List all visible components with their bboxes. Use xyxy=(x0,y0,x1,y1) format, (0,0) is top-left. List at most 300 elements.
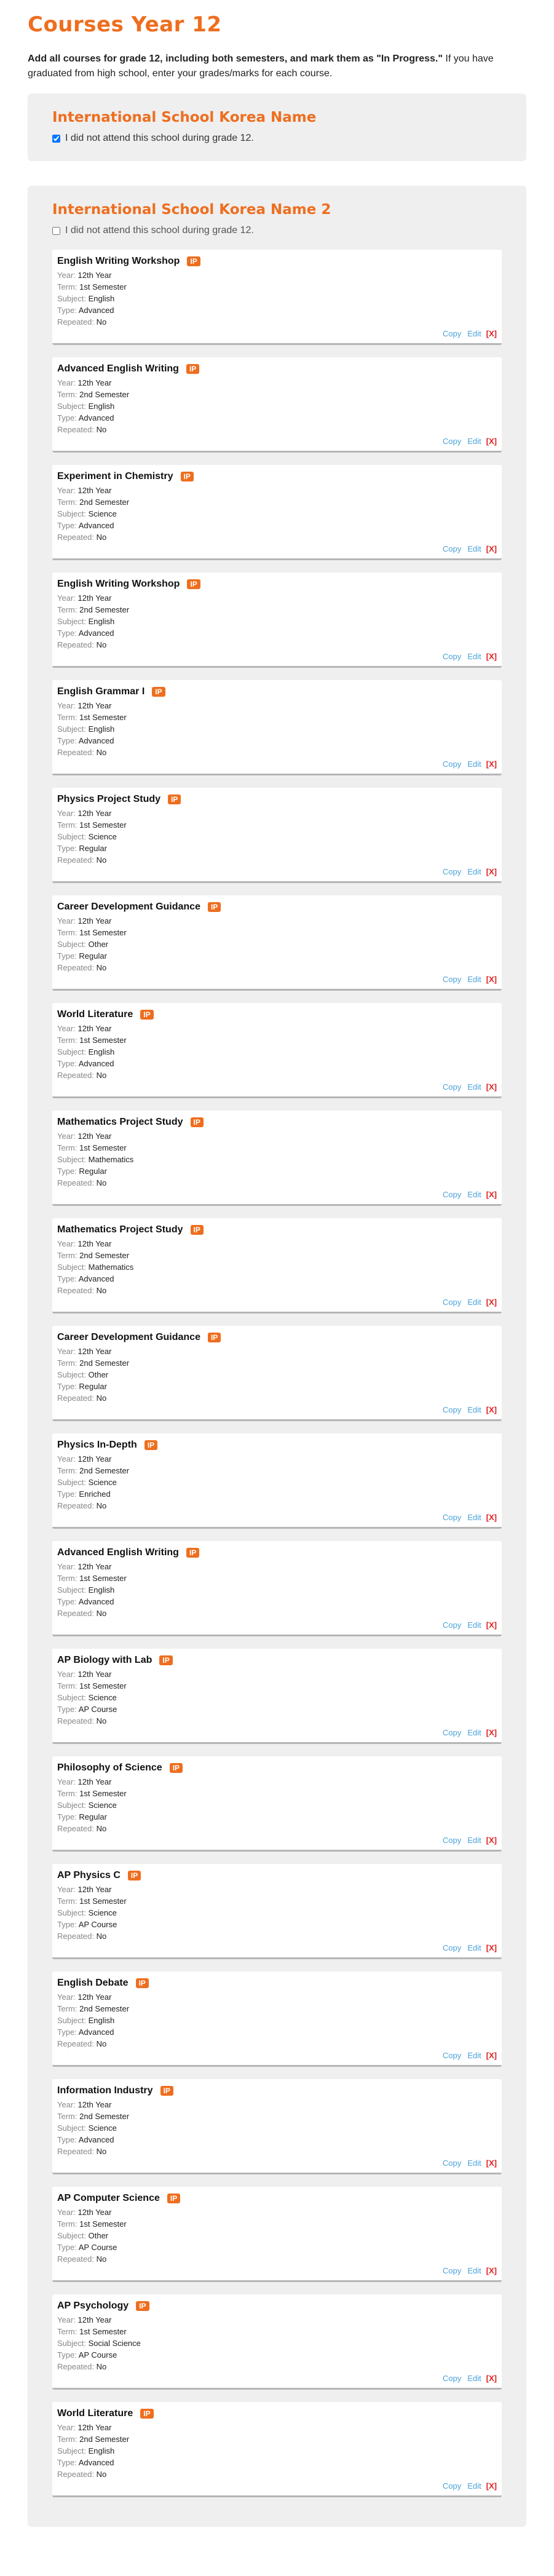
course-year-value: 12th Year xyxy=(77,1024,112,1033)
course-actions xyxy=(437,1836,497,1845)
edit-link[interactable]: Edit xyxy=(467,2158,481,2168)
course-year-label: Year: xyxy=(57,271,76,280)
edit-link[interactable]: Edit xyxy=(467,867,481,876)
edit-link[interactable]: Edit xyxy=(467,1728,481,1737)
course-subject-label: Subject: xyxy=(57,1478,86,1487)
edit-link[interactable]: Edit xyxy=(467,1513,481,1522)
in-progress-badge: IP xyxy=(144,1440,157,1450)
in-progress-badge: IP xyxy=(191,1225,204,1235)
course-repeated-row xyxy=(57,962,497,973)
course-actions xyxy=(437,1513,497,1522)
course-year-label: Year: xyxy=(57,378,76,387)
course-card xyxy=(52,1111,502,1206)
course-subject-label: Subject: xyxy=(57,2231,86,2240)
course-card xyxy=(52,1756,502,1852)
course-term-value: 2nd Semester xyxy=(79,1466,130,1475)
course-type-value: Regular xyxy=(79,844,107,853)
course-term-value: 1st Semester xyxy=(79,282,127,291)
course-year-label: Year: xyxy=(57,1131,76,1141)
course-year-label: Year: xyxy=(57,1885,76,1894)
course-repeated-label: Repeated: xyxy=(57,2039,94,2048)
course-card xyxy=(52,1433,502,1529)
edit-link[interactable]: Edit xyxy=(467,759,481,769)
copy-link[interactable]: Copy xyxy=(442,2481,462,2491)
course-term-value: 1st Semester xyxy=(79,1789,127,1798)
course-term-row xyxy=(57,496,497,508)
not-attended-label: I did not attend this school during grade 12. xyxy=(65,225,254,236)
delete-link[interactable]: [X] xyxy=(486,1298,497,1307)
course-term-label: Term: xyxy=(57,605,77,614)
in-progress-badge: IP xyxy=(136,2301,149,2311)
delete-link[interactable]: [X] xyxy=(486,1190,497,1199)
course-repeated-label: Repeated: xyxy=(57,2147,94,2156)
edit-link[interactable]: Edit xyxy=(467,437,481,446)
course-subject-label: Subject: xyxy=(57,1370,86,1379)
delete-link[interactable]: [X] xyxy=(486,2158,497,2168)
course-subject-label: Subject: xyxy=(57,294,86,303)
in-progress-badge: IP xyxy=(186,364,199,374)
course-repeated-row xyxy=(57,1607,497,1619)
delete-link[interactable]: [X] xyxy=(486,1405,497,1414)
not-attended-checkbox[interactable] xyxy=(52,135,60,143)
course-actions xyxy=(437,329,497,338)
course-title: Mathematics Project Study xyxy=(57,1117,183,1127)
course-repeated-value: No xyxy=(96,963,107,972)
course-term-value: 2nd Semester xyxy=(79,2112,130,2121)
edit-link[interactable]: Edit xyxy=(467,2374,481,2383)
course-year-row xyxy=(57,2314,497,2326)
course-year-label: Year: xyxy=(57,1562,76,1571)
course-card xyxy=(52,1972,502,2067)
edit-link[interactable]: Edit xyxy=(467,1620,481,1630)
course-term-row xyxy=(57,2433,497,2445)
course-subject-label: Subject: xyxy=(57,2446,86,2455)
course-actions xyxy=(437,759,497,769)
delete-link[interactable]: [X] xyxy=(486,2481,497,2491)
course-type-row xyxy=(57,412,497,424)
copy-link[interactable]: Copy xyxy=(442,1620,462,1630)
course-year-value: 12th Year xyxy=(77,1131,112,1141)
copy-link[interactable]: Copy xyxy=(442,437,462,446)
course-subject-label: Subject: xyxy=(57,940,86,949)
course-year-value: 12th Year xyxy=(77,2208,112,2217)
course-type-label: Type: xyxy=(57,306,77,315)
course-title-row xyxy=(57,1224,497,1235)
course-year-label: Year: xyxy=(57,2208,76,2217)
course-title-row xyxy=(57,1870,497,1881)
course-type-label: Type: xyxy=(57,2458,77,2467)
course-repeated-label: Repeated: xyxy=(57,1716,94,1726)
course-year-label: Year: xyxy=(57,1777,76,1786)
course-year-value: 12th Year xyxy=(77,2315,112,2324)
in-progress-badge: IP xyxy=(140,2409,153,2419)
course-term-value: 2nd Semester xyxy=(79,1251,130,1260)
copy-link[interactable]: Copy xyxy=(442,1405,462,1414)
delete-link[interactable]: [X] xyxy=(486,652,497,661)
course-year-label: Year: xyxy=(57,1670,76,1679)
course-type-label: Type: xyxy=(57,2350,77,2360)
course-subject-value: Mathematics xyxy=(88,1262,134,1272)
course-subject-value: Science xyxy=(88,1801,117,1810)
course-term-row xyxy=(57,1895,497,1907)
course-subject-row xyxy=(57,2015,497,2026)
course-subject-value: Science xyxy=(88,1478,117,1487)
course-term-label: Term: xyxy=(57,2435,77,2444)
edit-link[interactable]: Edit xyxy=(467,652,481,661)
copy-link[interactable]: Copy xyxy=(442,2374,462,2383)
school-name: International School Korea Name 2 xyxy=(52,202,331,218)
course-term-label: Term: xyxy=(57,713,77,722)
course-term-value: 1st Semester xyxy=(79,820,127,830)
course-repeated-row xyxy=(57,424,497,435)
course-actions xyxy=(437,1082,497,1092)
course-subject-label: Subject: xyxy=(57,509,86,518)
course-title-row xyxy=(57,794,497,805)
course-repeated-label: Repeated: xyxy=(57,1501,94,1510)
course-actions xyxy=(437,1943,497,1952)
copy-link[interactable]: Copy xyxy=(442,329,462,338)
copy-link[interactable]: Copy xyxy=(442,759,462,769)
course-type-row xyxy=(57,735,497,747)
edit-link[interactable]: Edit xyxy=(467,975,481,984)
course-repeated-row xyxy=(57,2253,497,2265)
course-subject-value: English xyxy=(88,724,115,734)
course-repeated-value: No xyxy=(96,640,107,649)
course-subject-value: Science xyxy=(88,1693,117,1702)
course-year-value: 12th Year xyxy=(77,1777,112,1786)
course-year-value: 12th Year xyxy=(77,486,112,495)
course-year-row xyxy=(57,592,497,604)
course-subject-label: Subject: xyxy=(57,724,86,734)
copy-link[interactable]: Copy xyxy=(442,1298,462,1307)
course-type-value: Regular xyxy=(79,1167,107,1176)
course-year-value: 12th Year xyxy=(77,1454,112,1464)
delete-link[interactable]: [X] xyxy=(486,1082,497,1092)
course-repeated-row xyxy=(57,747,497,758)
course-repeated-value: No xyxy=(96,1178,107,1187)
course-type-value: Regular xyxy=(79,1382,107,1391)
course-actions xyxy=(437,544,497,553)
course-title: English Writing Workshop xyxy=(57,579,180,589)
course-type-row xyxy=(57,304,497,316)
course-type-label: Type: xyxy=(57,1812,77,1821)
course-repeated-row xyxy=(57,639,497,651)
course-type-value: Advanced xyxy=(78,2135,114,2144)
course-term-row xyxy=(57,1680,497,1692)
course-repeated-row xyxy=(57,316,497,328)
course-term-label: Term: xyxy=(57,2327,77,2336)
course-repeated-label: Repeated: xyxy=(57,963,94,972)
course-card xyxy=(52,2294,502,2390)
delete-link[interactable]: [X] xyxy=(486,544,497,553)
course-actions xyxy=(437,975,497,984)
course-repeated-row xyxy=(57,854,497,866)
course-actions xyxy=(437,2374,497,2383)
course-subject-row xyxy=(57,1369,497,1381)
course-term-row xyxy=(57,711,497,723)
course-title: Mathematics Project Study xyxy=(57,1224,183,1235)
course-type-row xyxy=(57,1165,497,1177)
course-subject-value: Other xyxy=(88,940,109,949)
course-type-row xyxy=(57,1596,497,1607)
course-type-label: Type: xyxy=(57,2243,77,2252)
page-title: Courses Year 12 xyxy=(28,12,222,37)
course-subject-row xyxy=(57,1154,497,1165)
course-type-label: Type: xyxy=(57,1489,77,1499)
course-year-value: 12th Year xyxy=(77,378,112,387)
course-actions xyxy=(437,2481,497,2491)
course-type-row xyxy=(57,2457,497,2468)
course-subject-label: Subject: xyxy=(57,832,86,841)
course-subject-row xyxy=(57,1799,497,1811)
course-term-value: 1st Semester xyxy=(79,1143,127,1152)
not-attended-checkbox[interactable] xyxy=(52,227,60,235)
in-progress-badge: IP xyxy=(191,1117,204,1127)
course-repeated-value: No xyxy=(96,2254,107,2264)
course-title: AP Psychology xyxy=(57,2301,129,2311)
course-repeated-row xyxy=(57,1069,497,1081)
course-repeated-row xyxy=(57,2038,497,2050)
course-card xyxy=(52,1003,502,1098)
course-repeated-label: Repeated: xyxy=(57,1286,94,1295)
edit-link[interactable]: Edit xyxy=(467,1405,481,1414)
course-year-row xyxy=(57,1345,497,1357)
course-term-value: 2nd Semester xyxy=(79,2435,130,2444)
course-title: World Literature xyxy=(57,2408,133,2419)
course-subject-row xyxy=(57,293,497,304)
course-term-value: 2nd Semester xyxy=(79,497,130,507)
delete-link[interactable]: [X] xyxy=(486,1728,497,1737)
course-repeated-row xyxy=(57,1285,497,1296)
course-repeated-row xyxy=(57,2361,497,2372)
course-term-row xyxy=(57,1788,497,1799)
course-title: Advanced English Writing xyxy=(57,1547,179,1558)
course-title-row xyxy=(57,1009,497,1020)
course-card xyxy=(52,1864,502,1959)
course-title-row xyxy=(57,1978,497,1989)
course-subject-label: Subject: xyxy=(57,2123,86,2133)
course-type-value: Regular xyxy=(79,951,107,961)
course-repeated-row xyxy=(57,2146,497,2157)
course-repeated-value: No xyxy=(96,1716,107,1726)
course-type-label: Type: xyxy=(57,844,77,853)
copy-link[interactable]: Copy xyxy=(442,1082,462,1092)
copy-link[interactable]: Copy xyxy=(442,652,462,661)
course-term-value: 2nd Semester xyxy=(79,2004,130,2013)
course-subject-value: Science xyxy=(88,509,117,518)
course-subject-value: Science xyxy=(88,1908,117,1917)
course-title: Experiment in Chemistry xyxy=(57,471,173,482)
course-actions xyxy=(437,867,497,876)
delete-link[interactable]: [X] xyxy=(486,329,497,338)
course-repeated-row xyxy=(57,531,497,543)
course-year-value: 12th Year xyxy=(77,701,112,710)
course-type-row xyxy=(57,2241,497,2253)
course-type-label: Type: xyxy=(57,1059,77,1068)
course-term-label: Term: xyxy=(57,390,77,399)
course-subject-row xyxy=(57,400,497,412)
delete-link[interactable]: [X] xyxy=(486,867,497,876)
delete-link[interactable]: [X] xyxy=(486,2374,497,2383)
course-card xyxy=(52,1541,502,1636)
edit-link[interactable]: Edit xyxy=(467,1082,481,1092)
edit-link[interactable]: Edit xyxy=(467,329,481,338)
edit-link[interactable]: Edit xyxy=(467,2051,481,2060)
course-type-label: Type: xyxy=(57,1274,77,1283)
course-repeated-row xyxy=(57,1500,497,1512)
course-term-label: Term: xyxy=(57,1466,77,1475)
delete-link[interactable]: [X] xyxy=(486,759,497,769)
in-progress-badge: IP xyxy=(187,256,200,266)
course-type-value: AP Course xyxy=(78,2350,117,2360)
course-type-label: Type: xyxy=(57,1705,77,1714)
course-subject-label: Subject: xyxy=(57,2016,86,2025)
course-subject-value: Science xyxy=(88,2123,117,2133)
course-type-row xyxy=(57,1058,497,1069)
copy-link[interactable]: Copy xyxy=(442,2158,462,2168)
course-year-value: 12th Year xyxy=(77,809,112,818)
course-year-label: Year: xyxy=(57,1347,76,1356)
copy-link[interactable]: Copy xyxy=(442,1728,462,1737)
course-term-value: 2nd Semester xyxy=(79,390,130,399)
course-subject-value: English xyxy=(88,2446,115,2455)
course-subject-value: Social Science xyxy=(88,2339,141,2348)
course-type-label: Type: xyxy=(57,413,77,422)
course-title: English Writing Workshop xyxy=(57,256,180,266)
course-subject-row xyxy=(57,938,497,950)
copy-link[interactable]: Copy xyxy=(442,867,462,876)
edit-link[interactable]: Edit xyxy=(467,2266,481,2275)
course-year-row xyxy=(57,2099,497,2110)
course-repeated-label: Repeated: xyxy=(57,2362,94,2371)
course-year-label: Year: xyxy=(57,916,76,925)
copy-link[interactable]: Copy xyxy=(442,975,462,984)
copy-link[interactable]: Copy xyxy=(442,1943,462,1952)
course-title-row xyxy=(57,256,497,267)
course-subject-label: Subject: xyxy=(57,1155,86,1164)
copy-link[interactable]: Copy xyxy=(442,1836,462,1845)
course-subject-value: English xyxy=(88,294,115,303)
course-repeated-value: No xyxy=(96,1071,107,1080)
course-repeated-value: No xyxy=(96,1286,107,1295)
course-year-value: 12th Year xyxy=(77,1347,112,1356)
course-repeated-value: No xyxy=(96,2147,107,2156)
delete-link[interactable]: [X] xyxy=(486,1513,497,1522)
course-term-row xyxy=(57,1250,497,1261)
course-repeated-value: No xyxy=(96,1932,107,1941)
course-type-value: Advanced xyxy=(78,521,114,530)
course-term-label: Term: xyxy=(57,1574,77,1583)
course-actions xyxy=(437,2158,497,2168)
course-term-label: Term: xyxy=(57,1251,77,1260)
course-subject-value: English xyxy=(88,617,115,626)
course-year-label: Year: xyxy=(57,593,76,603)
copy-link[interactable]: Copy xyxy=(442,1513,462,1522)
delete-link[interactable]: [X] xyxy=(486,975,497,984)
course-subject-label: Subject: xyxy=(57,402,86,411)
delete-link[interactable]: [X] xyxy=(486,2051,497,2060)
in-progress-badge: IP xyxy=(159,1655,172,1665)
copy-link[interactable]: Copy xyxy=(442,544,462,553)
edit-link[interactable]: Edit xyxy=(467,1298,481,1307)
copy-link[interactable]: Copy xyxy=(442,2266,462,2275)
course-repeated-value: No xyxy=(96,1609,107,1618)
course-type-value: Advanced xyxy=(78,1274,114,1283)
course-subject-label: Subject: xyxy=(57,1585,86,1595)
course-type-row xyxy=(57,1811,497,1823)
course-subject-label: Subject: xyxy=(57,1693,86,1702)
course-repeated-label: Repeated: xyxy=(57,1824,94,1833)
delete-link[interactable]: [X] xyxy=(486,1620,497,1630)
course-title: AP Computer Science xyxy=(57,2193,160,2203)
course-subject-row xyxy=(57,508,497,520)
course-actions xyxy=(437,2051,497,2060)
edit-link[interactable]: Edit xyxy=(467,544,481,553)
course-repeated-row xyxy=(57,1177,497,1189)
copy-link[interactable]: Copy xyxy=(442,1190,462,1199)
course-term-row xyxy=(57,389,497,400)
course-year-row xyxy=(57,2422,497,2433)
course-term-value: 1st Semester xyxy=(79,1896,127,1906)
course-term-label: Term: xyxy=(57,2219,77,2229)
course-subject-row xyxy=(57,831,497,842)
edit-link[interactable]: Edit xyxy=(467,2481,481,2491)
school-list xyxy=(28,93,526,2527)
course-year-row xyxy=(57,807,497,819)
course-year-row xyxy=(57,915,497,927)
course-type-label: Type: xyxy=(57,521,77,530)
course-title-row xyxy=(57,1332,497,1343)
course-repeated-label: Repeated: xyxy=(57,2254,94,2264)
course-repeated-label: Repeated: xyxy=(57,425,94,434)
course-repeated-label: Repeated: xyxy=(57,2470,94,2479)
not-attended-option[interactable] xyxy=(52,133,502,144)
edit-link[interactable]: Edit xyxy=(467,1190,481,1199)
course-title-row xyxy=(57,363,497,375)
course-actions xyxy=(437,437,497,446)
delete-link[interactable]: [X] xyxy=(486,1836,497,1845)
course-subject-value: Science xyxy=(88,832,117,841)
not-attended-option[interactable] xyxy=(52,225,502,236)
course-term-value: 1st Semester xyxy=(79,713,127,722)
copy-link[interactable]: Copy xyxy=(442,2051,462,2060)
course-repeated-value: No xyxy=(96,317,107,327)
course-year-label: Year: xyxy=(57,1454,76,1464)
course-year-value: 12th Year xyxy=(77,1239,112,1248)
course-subject-row xyxy=(57,1046,497,1058)
edit-link[interactable]: Edit xyxy=(467,1836,481,1845)
course-year-label: Year: xyxy=(57,486,76,495)
course-type-row xyxy=(57,520,497,531)
course-actions xyxy=(437,1190,497,1199)
course-title-row xyxy=(57,579,497,590)
edit-link[interactable]: Edit xyxy=(467,1943,481,1952)
course-type-label: Type: xyxy=(57,951,77,961)
course-type-row xyxy=(57,1703,497,1715)
course-type-label: Type: xyxy=(57,1167,77,1176)
delete-link[interactable]: [X] xyxy=(486,437,497,446)
course-repeated-value: No xyxy=(96,855,107,865)
delete-link[interactable]: [X] xyxy=(486,2266,497,2275)
course-type-value: Advanced xyxy=(78,736,114,745)
course-repeated-value: No xyxy=(96,2039,107,2048)
course-card xyxy=(52,357,502,453)
delete-link[interactable]: [X] xyxy=(486,1943,497,1952)
course-term-label: Term: xyxy=(57,820,77,830)
course-type-row xyxy=(57,2026,497,2038)
course-subject-row xyxy=(57,1907,497,1919)
course-year-row xyxy=(57,377,497,389)
